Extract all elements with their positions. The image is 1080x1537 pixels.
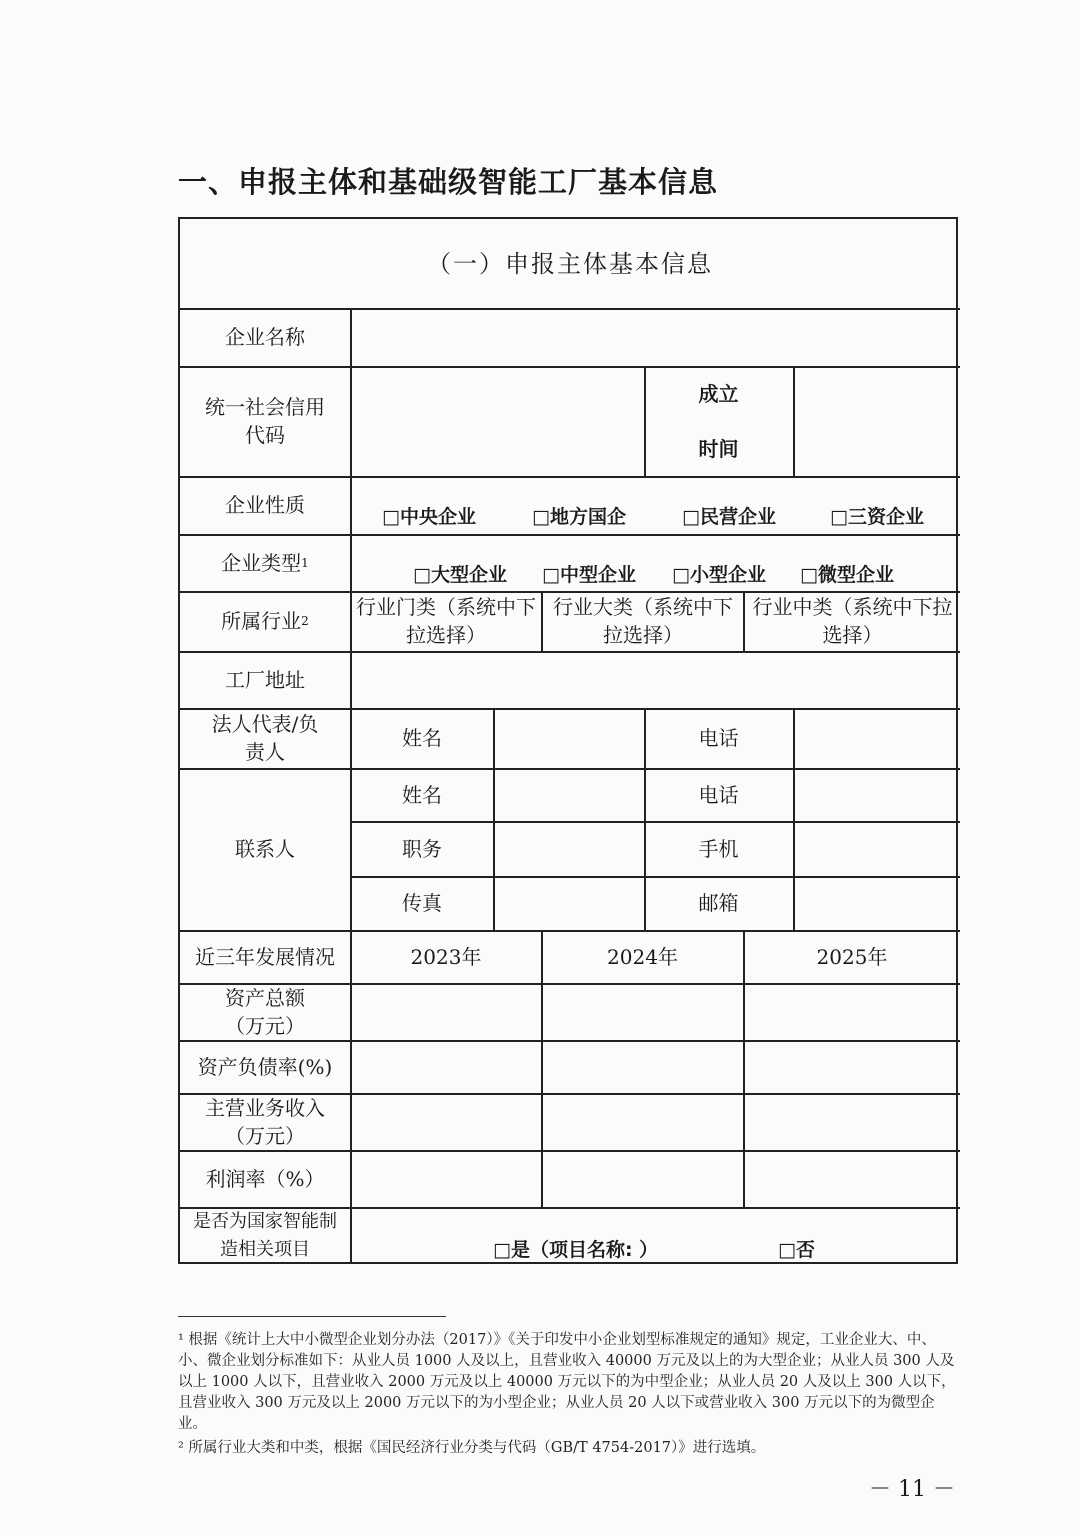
label-debt-ratio: 资产负债率(%) [197, 1054, 333, 1079]
type-option-medium[interactable]: □中型企业 [542, 564, 636, 586]
type-option-large[interactable]: □大型企业 [413, 564, 507, 586]
profit-2024-field[interactable] [542, 1150, 743, 1207]
debt-ratio-2023-field[interactable] [351, 1040, 541, 1093]
revenue-2023-field[interactable] [351, 1093, 541, 1150]
page-number: － 11 － [869, 1477, 955, 1502]
contact-name-field[interactable] [494, 768, 644, 821]
type-option-micro[interactable]: □微型企业 [800, 564, 894, 586]
nature-option-foreign[interactable]: □三资企业 [830, 506, 924, 528]
legal-rep-name-label: 姓名 [402, 726, 442, 750]
industry-major-select[interactable]: 行业大类（系统中下拉选择） [553, 595, 733, 647]
credit-code-field[interactable] [351, 366, 644, 476]
contact-email-label: 邮箱 [698, 891, 739, 915]
footnote-2: ² 所属行业大类和中类，根据《国民经济行业分类与代码（GB/T 4754-2017）》进行选填。 [178, 1440, 766, 1456]
page-heading: 一、申报主体和基础级智能工厂基本信息 [178, 165, 719, 199]
label-type: 企业类型 1 [221, 550, 309, 575]
profit-2023-field[interactable] [351, 1150, 541, 1207]
label-assets: 资产总额（万元） [225, 985, 305, 1038]
national-project-no[interactable]: □否 [778, 1239, 815, 1261]
nature-option-local-soe[interactable]: □地方国企 [532, 506, 626, 528]
industry-middle-select[interactable]: 行业中类（系统中下拉选择） [752, 595, 953, 647]
contact-phone-field[interactable] [794, 768, 960, 821]
industry-category-select[interactable]: 行业门类（系统中下拉选择） [356, 595, 536, 647]
label-legal-rep: 法人代表/负责人 [211, 712, 319, 764]
contact-fax-field[interactable] [494, 876, 644, 930]
contact-mobile-field[interactable] [794, 821, 960, 876]
company-name-field[interactable] [351, 308, 960, 366]
label-credit-code: 统一社会信用代码 [205, 395, 325, 447]
footnote-separator [178, 1316, 446, 1317]
revenue-2025-field[interactable] [744, 1093, 960, 1150]
assets-2025-field[interactable] [744, 983, 960, 1040]
profit-2025-field[interactable] [744, 1150, 960, 1207]
established-date-field[interactable] [794, 366, 960, 476]
label-factory-address: 工厂地址 [225, 667, 305, 692]
year-2025: 2025年 [816, 944, 888, 969]
label-nature: 企业性质 [225, 493, 305, 517]
contact-position-label: 职务 [402, 836, 442, 861]
label-contact: 联系人 [235, 837, 295, 861]
year-2024: 2024年 [607, 944, 678, 969]
section-title: （一）申报主体基本信息 [427, 249, 713, 278]
legal-rep-phone-label: 电话 [698, 726, 739, 750]
label-established: 成立 [698, 381, 739, 406]
contact-fax-label: 传真 [402, 891, 442, 915]
label-profit: 利润率（%） [205, 1166, 325, 1191]
contact-phone-label: 电话 [698, 782, 739, 807]
label-development: 近三年发展情况 [195, 944, 335, 969]
label-revenue: 主营业务收入（万元） [205, 1095, 325, 1148]
nature-option-private[interactable]: □民营企业 [682, 506, 776, 528]
debt-ratio-2025-field[interactable] [744, 1040, 960, 1093]
footnote-1: ¹ 根据《统计上大中小微型企业划分办法（2017）》《关于印发中小企业划型标准规定的通知》规定，工业企业大、中、小、微企业划分标准如下：从业人员 1000 人及以上，且营业收入 40000 万元及以上的为大型企业；从业人员 300 人及以上 1000 人以下，且营业收入 2000 万元及以上 40000 万元以下的为中型企业；从业人员 20 人及以上 300 人以下，且营业收入 300 万元及以上 2000 万元以下的为小型企业；从业人员 20 人以下或营业收入 300 万元以下的为微型企业。 [178, 1332, 956, 1432]
label-industry: 所属行业 2 [221, 609, 309, 633]
assets-2024-field[interactable] [542, 983, 743, 1040]
revenue-2024-field[interactable] [542, 1093, 743, 1150]
application-form-table [178, 217, 958, 1264]
year-2023: 2023年 [410, 944, 482, 969]
label-national-project: 是否为国家智能制造相关项目 [193, 1210, 337, 1260]
label-company-name: 企业名称 [225, 325, 305, 349]
contact-email-field[interactable] [794, 876, 960, 930]
factory-address-field[interactable] [351, 651, 960, 708]
contact-name-label: 姓名 [402, 782, 442, 807]
nature-option-central[interactable]: □中央企业 [382, 506, 476, 528]
debt-ratio-2024-field[interactable] [542, 1040, 743, 1093]
type-option-small[interactable]: □小型企业 [672, 564, 766, 586]
contact-position-field[interactable] [494, 821, 644, 876]
assets-2023-field[interactable] [351, 983, 541, 1040]
legal-rep-name-field[interactable] [494, 708, 644, 768]
legal-rep-phone-field[interactable] [794, 708, 960, 768]
contact-mobile-label: 手机 [698, 836, 739, 861]
national-project-yes[interactable]: □是（项目名称: ） [493, 1239, 659, 1261]
label-established-time: 时间 [698, 436, 739, 461]
